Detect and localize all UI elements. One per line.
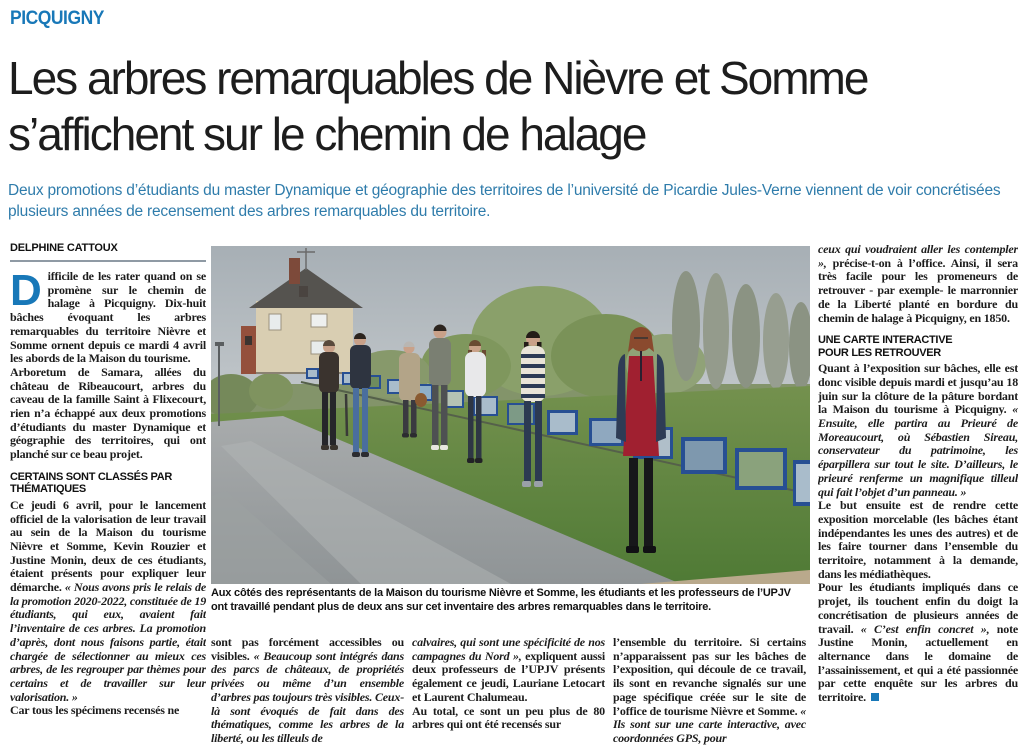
- paragraph: Quant à l’exposition sur bâches, elle est donc visible depuis mardi et jusqu’au 18 juin sur la clôture de la pâture bordant la Maison du tourisme à Picquigny. « Ensuite, elle partira au Prieuré de Moreaucourt, où Sébastien Sireau, conservateur du patrimoine, les éparpillera sur tout le site. D’ailleurs, le prieuré renferme un magnifique tilleul qui fait l’objet d’un panneau. »: [818, 361, 1018, 499]
- standfirst: Deux promotions d’étudiants du master Dynamique et géographie des territoires de l’université de Picardie Jules-Verne viennent de voir concrétisées plusieurs années de recensement des arbres remarquables du territoire.: [8, 182, 1001, 220]
- paragraph: Ce jeudi 6 avril, pour le lancement officiel de la valorisation de leur travail au sein de la Maison du tourisme Nièvre et Somme, Kevin Rouzier et Justine Monin, deux de ces étudiants, étaient présents pour expliquer leur démarche. « Nous avons pris le relais de la promotion 2020-2022, constituée de 19 étudiants, qui eux, avaient fait l’inventaire de ces arbres. La promotion d’après, dont nous faisons partie, était chargée de sélectionner au mieux ces arbres, de les regrouper par thèmes pour certains et de travailler sur leur valorisation. »: [10, 497, 206, 704]
- article-column-5: [818, 243, 1018, 750]
- drop-cap: D: [10, 270, 42, 315]
- byline: DELPHINE CATTOUX: [10, 242, 118, 254]
- section-heading-carte-interactive: UNE CARTE INTERACTIVE POUR LES RETROUVER: [818, 334, 953, 359]
- paragraph: Pour les étudiants impliqués dans ce projet, ils touchent enfin du doigt la concrétisation de plusieurs années de travail. « C’est enfin concret », note Justine Monin, actuellement en alternance dans le domaine de l’assainissement, et qui a été passionnée par cette enquête sur les arbres du territoire.: [818, 580, 1018, 705]
- paragraph: Arboretum de Samara, allées du château de Ribeaucourt, arbres du caveau de la famille Saint à Flixecourt, rien n’a échappé aux deux promotions d’étudiants du master Dynamique et géographie des territoires, qui ont planché sur ce beau projet.: [10, 364, 206, 462]
- paragraph: sont pas forcément accessibles ou visibles. « Beaucoup sont intégrés dans des parcs de châteaux, de propriétés privées ou même d’un ensemble d’arbres pas toujours très visibles. Ceux-là sont évoqués de fait dans des thématiques, comme les arbres de la liberté, ou les tilleuls de: [211, 636, 404, 745]
- article-column-3: [412, 636, 605, 750]
- article-column-4: [613, 636, 806, 750]
- photo-illustration: [211, 246, 810, 584]
- byline-rule: [10, 260, 206, 262]
- paragraph: Difficile de les rater quand on se promène sur le chemin de halage à Picquigny. Dix-huit bâches évoquant les arbres remarquables du territoire Nièvre et Somme ornent depuis ce mardi 4 avril les abords de la Maison du tourisme.: [10, 270, 206, 366]
- end-of-article-marker: [871, 693, 879, 701]
- paragraph: Car tous les spécimens recensés ne: [10, 703, 180, 718]
- paragraph: Le but ensuite est de rendre cette exposition morcelable (les bâches étant indépendantes les unes des autres) et de les faire tourner dans l’ensemble du territoire, notamment à la demande, dans les médiathèques.: [818, 498, 1018, 581]
- paragraph: calvaires, qui sont une spécificité de nos campagnes du Nord », expliquent aussi deux professeurs de l’UPJV présents également ce jeudi, Lauriane Letocart et Laurent Chalumeau.: [412, 636, 605, 704]
- article-photo: [211, 246, 810, 584]
- paragraph: Au total, ce sont un peu plus de 80 arbres qui ont été recensés sur: [412, 703, 605, 732]
- paragraph: l’ensemble du territoire. Si certains n’apparaissent pas sur les bâches de l’exposition, qui découle de ce travail, ils sont en revanche signalés sur une page spécifique créée sur le site de l’office de tourisme Nièvre et Somme. « Ils sont sur une carte interactive, avec coordonnées GPS, pour: [613, 636, 806, 745]
- paragraph: ceux qui voudraient aller les contempler », précise-t-on à l’office. Ainsi, il sera très facile pour les promeneurs de retrouver - par exemple- le marronnier de la Liberté planté en bordure du chemin de halage à Picquigny, en 1850.: [818, 243, 1018, 325]
- byline-block: [10, 242, 206, 262]
- headline: Les arbres remarquables de Nièvre et Somme s’affichent sur le chemin de halage: [8, 52, 868, 160]
- kicker: PICQUIGNY: [10, 8, 104, 29]
- article-column-2: [211, 636, 404, 750]
- section-heading-thematiques: CERTAINS SONT CLASSÉS PAR THÉMATIQUES: [10, 470, 172, 496]
- photo-caption: Aux côtés des représentants de la Maison du tourisme Nièvre et Somme, les étudiants et les professeurs de l’UPJV ont travaillé pendant plus de deux ans sur cet inventaire des arbres remarquables dans le territoire.: [211, 587, 791, 613]
- article-column-1: [10, 270, 206, 750]
